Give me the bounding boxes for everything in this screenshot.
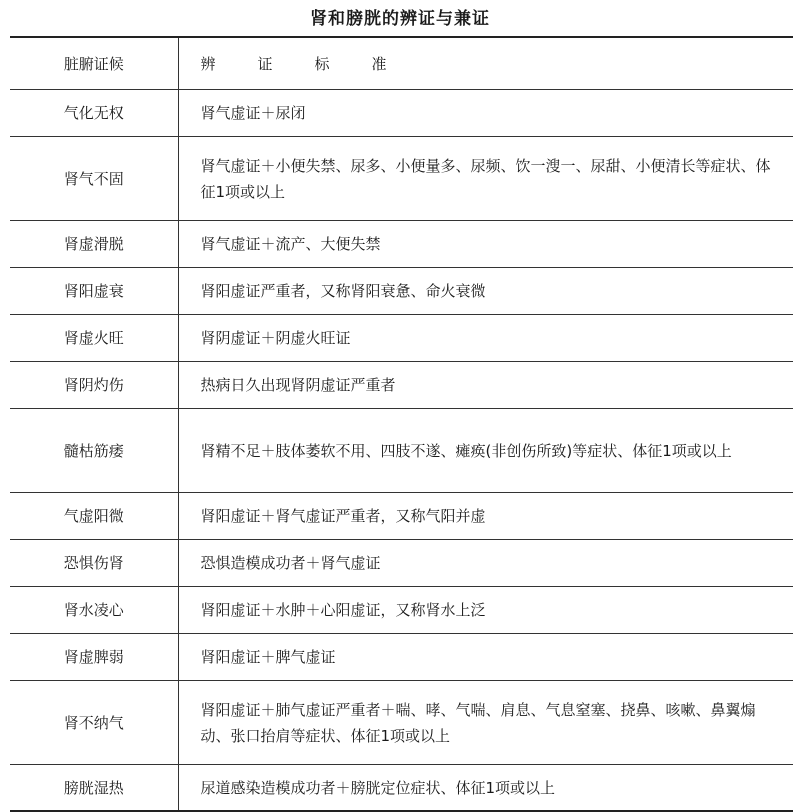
syndrome-criteria: 肾气虚证＋小便失禁、尿多、小便量多、尿频、饮一溲一、尿甜、小便清长等症状、体征1项或以上	[178, 137, 793, 221]
syndrome-name: 肾水凌心	[10, 587, 178, 634]
table-row	[10, 634, 793, 681]
syndrome-criteria: 肾阳虚证严重者，又称肾阳衰惫、命火衰微	[178, 268, 793, 315]
table-row	[10, 493, 793, 540]
syndrome-criteria: 肾阳虚证＋水肿＋心阳虚证，又称肾水上泛	[178, 587, 793, 634]
syndrome-name: 髓枯筋痿	[10, 409, 178, 493]
syndrome-criteria: 肾阳虚证＋肺气虚证严重者＋喘、哮、气喘、肩息、气息窒塞、挠鼻、咳嗽、鼻翼煽动、张口抬肩等症状、体征1项或以上	[178, 681, 793, 765]
table-row	[10, 587, 793, 634]
syndrome-criteria: 肾气虚证＋流产、大便失禁	[178, 221, 793, 268]
table-header-row	[10, 37, 793, 90]
header-syndrome: 脏腑证候	[10, 37, 178, 90]
syndrome-name: 肾虚脾弱	[10, 634, 178, 681]
syndrome-name: 肾虚滑脱	[10, 221, 178, 268]
syndrome-name: 肾虚火旺	[10, 315, 178, 362]
syndrome-criteria: 肾阴虚证＋阴虚火旺证	[178, 315, 793, 362]
syndrome-criteria: 肾气虚证＋尿闭	[178, 90, 793, 137]
syndrome-name: 气虚阳微	[10, 493, 178, 540]
syndrome-table	[10, 36, 793, 812]
table-row	[10, 221, 793, 268]
table-row	[10, 540, 793, 587]
table-row	[10, 268, 793, 315]
table-row	[10, 681, 793, 765]
table-row	[10, 90, 793, 137]
table-row	[10, 765, 793, 812]
syndrome-name: 恐惧伤肾	[10, 540, 178, 587]
syndrome-name: 肾阴灼伤	[10, 362, 178, 409]
syndrome-name: 肾不纳气	[10, 681, 178, 765]
syndrome-name: 膀胱湿热	[10, 765, 178, 812]
syndrome-name: 肾阳虚衰	[10, 268, 178, 315]
syndrome-criteria: 肾阳虚证＋脾气虚证	[178, 634, 793, 681]
table-row	[10, 315, 793, 362]
syndrome-criteria: 热病日久出现肾阴虚证严重者	[178, 362, 793, 409]
syndrome-name: 肾气不固	[10, 137, 178, 221]
syndrome-criteria: 肾阳虚证＋肾气虚证严重者，又称气阳并虚	[178, 493, 793, 540]
syndrome-criteria: 肾精不足＋肢体萎软不用、四肢不遂、瘫痪(非创伤所致)等症状、体征1项或以上	[178, 409, 793, 493]
table-row	[10, 409, 793, 493]
table-row	[10, 137, 793, 221]
syndrome-name: 气化无权	[10, 90, 178, 137]
syndrome-criteria: 恐惧造模成功者＋肾气虚证	[178, 540, 793, 587]
header-criteria: 辨证标准	[178, 37, 793, 90]
page-title: 肾和膀胱的辨证与兼证	[310, 9, 490, 29]
syndrome-criteria: 尿道感染造模成功者＋膀胱定位症状、体征1项或以上	[200, 778, 556, 797]
table-row	[10, 362, 793, 409]
